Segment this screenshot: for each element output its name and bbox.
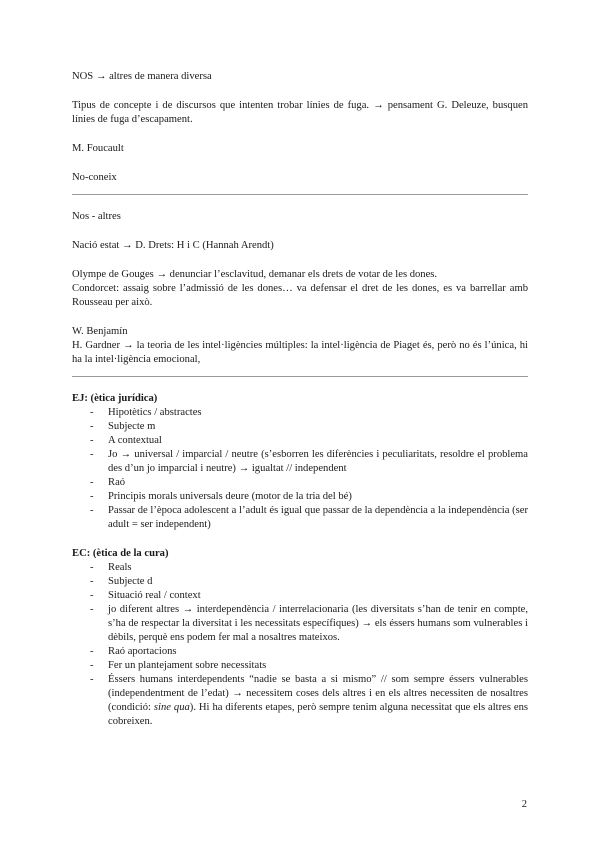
- list-item: [72, 448, 528, 476]
- paragraph-condorcet: Condorcet: assaig sobre l’admissió de les dones… va defensar el dret de les dones, es va barrellar amb Rousseau per això.: [72, 283, 528, 308]
- dash-marker: -: [90, 421, 94, 432]
- paragraph-olympe-de-gouges: Olympe de Gouges → denunciar l’esclavitud, demanar els drets de votar de les dones.: [72, 269, 438, 280]
- list-item-text: Raó: [108, 477, 126, 488]
- list-item-text: Jo → universal / imparcial / neutre (s’esborren les diferències i peculiaritats, resoldre el problema des d’un jo imparcial i neutre) → igualtat // independent: [108, 449, 528, 474]
- list-item-text: A contextual: [108, 435, 162, 446]
- list-item-text: Subjecte m: [108, 421, 156, 432]
- paragraph-gardner: H. Gardner → la teoria de les intel·ligències múltiples: la intel·ligència de Piaget és, però no és l’única, hi ha la intel·ligència emocional,: [72, 340, 528, 365]
- italic-text: sine qua: [153, 702, 190, 713]
- dash-marker: -: [90, 646, 94, 657]
- dash-marker: -: [90, 505, 94, 516]
- paragraph-nacio-estat: Nació estat → D. Drets: H i C (Hannah Arendt): [72, 240, 274, 251]
- list-item-text: Situació real / context: [108, 590, 201, 601]
- paragraph-foucault: M. Foucault: [72, 143, 124, 154]
- list-item-text: Hipotètics / abstractes: [108, 407, 202, 418]
- page-number: 2: [521, 799, 527, 810]
- list-item-text: Fer un plantejament sobre necessitats: [108, 660, 267, 671]
- list-item: [72, 659, 528, 673]
- horizontal-divider: [72, 376, 528, 377]
- dash-marker: -: [90, 660, 94, 671]
- dash-marker: -: [90, 562, 94, 573]
- list-item: [72, 589, 528, 603]
- list-item: [72, 561, 528, 575]
- list-item-text: Reals: [108, 562, 132, 573]
- list-item-text: Passar de l’època adolescent a l’adult és igual que passar de la dependència a la independència (ser adult = ser independent): [108, 505, 528, 530]
- dash-marker: -: [90, 576, 94, 587]
- list-item-text: Principis morals universals deure (motor de la tria del bé): [108, 491, 352, 502]
- list-item: [72, 434, 528, 448]
- list-item: [72, 645, 528, 659]
- list-item-text: Subjecte d: [108, 576, 153, 587]
- section-heading-ec: EC: (ètica de la cura): [72, 548, 169, 559]
- list-item-text: Raó aportacions: [108, 646, 177, 657]
- dash-marker: -: [90, 674, 94, 685]
- dash-marker: -: [90, 407, 94, 418]
- list-item-text: ). Hi ha diferents etapes, però sempre tenim alguna necessitat que els altres ens cobreixen.: [108, 702, 528, 727]
- horizontal-divider: [72, 194, 528, 195]
- list-item: [72, 420, 528, 434]
- list-item: [72, 504, 528, 532]
- dash-marker: -: [90, 590, 94, 601]
- list-item: [72, 476, 528, 490]
- list-item-text: jo diferent altres → interdependència / interrelacionaria (les diversitats s’han de tenir en compte, s’ha de respectar la diversitat i les necessitats específiques) → els éssers humans som vulnerables i dèbils, perquè ens podem fer mal a nosaltres mateixos.: [108, 604, 528, 643]
- paragraph-nos-altres-diversa: NOS → altres de manera diversa: [72, 71, 212, 82]
- dash-marker: -: [90, 491, 94, 502]
- paragraph-benjamin: W. Benjamín: [72, 326, 128, 337]
- dash-marker: -: [90, 604, 94, 615]
- dash-marker: -: [90, 435, 94, 446]
- document-page: [72, 70, 528, 729]
- list-item: [72, 673, 528, 729]
- list-item: [72, 406, 528, 420]
- paragraph-tipus-de-concepte: Tipus de concepte i de discursos que intenten trobar línies de fuga. → pensament G. Deleuze, busquen línies de fuga d’escapament.: [72, 100, 528, 125]
- dash-marker: -: [90, 477, 94, 488]
- list-item: [72, 603, 528, 645]
- ej-list: [72, 406, 528, 532]
- list-item: [72, 490, 528, 504]
- dash-marker: -: [90, 449, 94, 460]
- list-item-text: Éssers humans interdependents “nadie se basta a si mismo” // som sempre éssers vulnerables (independentment de l’edat) → necessitem coses dels altres i en els altres necessiten de nosaltres (condició:: [108, 674, 528, 713]
- paragraph-no-coneix: No-coneix: [72, 172, 117, 183]
- section-heading-ej: EJ: (ètica jurídica): [72, 393, 158, 404]
- paragraph-nos-altres: Nos - altres: [72, 211, 121, 222]
- ec-list: [72, 561, 528, 729]
- list-item: [72, 575, 528, 589]
